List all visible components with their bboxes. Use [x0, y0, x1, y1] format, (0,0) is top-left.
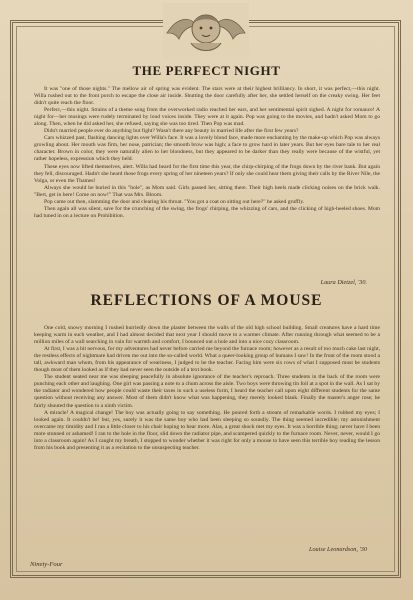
story-title: THE PERFECT NIGHT [132, 63, 281, 78]
paragraph: Always she would be buried in this "hole", as Mom said. Girls passed her, sitting there. Their high heels made clicking noises on the brick walk. "Bert, get in here! Come on now!" That was Mrs. Bloom. [34, 184, 380, 198]
author-signature: Laura Dietzel, '30. [320, 279, 367, 286]
paragraph: Then again all was silent, save for the crunching of the swing, the frogs' chirping, the whizzing of cars, and the clicking of high-heeled shoes. Mom had tuned in on a lecture on Prohibition. [34, 205, 380, 219]
paragraph: These eyes now lifted themselves, alert. Willa had heard for the first time this year, the chirp-chirping of the frogs down by the river bank. But again they fell, discouraged. Hadn't she heard those frogs every spring of her nineteen years? If only she could hear them giving their calls by the River Nile, the Volga, or even the Thames! [34, 163, 380, 184]
paragraph: Pop came out then, slamming the door and clearing his throat. "You got a coat on sitting out here?" he asked gruffly. [44, 198, 305, 205]
paragraph: At first, I was a bit nervous, for my adventures had never before carried me beyond the furnace room; however as a result of too much cake last night, the restless effects of nightmare had driven me out into the so-called world. What a queer-looking group of humans I saw! In the front of the room stood a tall, awkward man whom, from his appearance of weariness, I judged to be the teacher. Facing him were six rows of what I supposed must be students though most of them looked as if they had never seen the outside of a text book. [34, 346, 380, 374]
author-signature: Louise Leonardson, '30 [309, 546, 367, 553]
story-title: REFLECTIONS OF A MOUSE [90, 292, 323, 309]
story-body [34, 86, 380, 274]
paragraph: One cold, snowy morning I rushed hurriedly down the plaster between the walls of the old high school building. Small creatures have a hard time keeping warm in such weather, and I had almost decided that next year I should move to a warmer climate. After running through what seemed to be a million miles of a wall searching in vain for warmth and comfort, I bounced out a hole and into a nice cozy classroom. [34, 325, 380, 346]
cherub-ornament [163, 3, 249, 59]
paragraph: The student seated near me was sleeping peacefully in absolute ignorance of the teacher's reproach. Three students in the back of the room were punching each other and laughing. One girl was passing a note to a chum across the aisle. Two boys were throwing tin foil at a spot in the wall. As I sat by the radiator and wondered how people could waste their taxes in such a useless form, I heard the teacher call upon eight different students for the same question without receiving any answer. Most of them didn't know what was happening, they merely looked blank. Finally the master's anger rose; he fairly shouted the question to a ninth victim. [34, 374, 380, 409]
page-number: Ninety-Four [30, 561, 63, 568]
paragraph: Didn't married people ever do anything but fight? Wasn't there any beauty in married life after the first few years? [44, 128, 299, 135]
paragraph: It was "one of those nights." The mellow air of spring was evident. The stars were at their highest brilliancy. In short, it was perfect,—this night. Willa rushed out to the front porch to escape the close air inside. Shutting the door carefully after her, she settled herself on the creaky swing. Her feet didn't quite reach the floor. [34, 86, 380, 107]
story-body [34, 325, 380, 543]
paragraph: Perfect,—this night. Strains of a theme song from the overworked radio reached her ears, and her sentimental spirit sighed. A night for romance! A night for—her musings were rudely terminated by loud voices inside. They were at it again. Pop was going to the movies, and hadn't asked Mom to go along. Then, when he did asked her, she refused, saying she was too tired. Then Pop was mad. [34, 107, 380, 128]
paragraph: A miracle! A magical change! The boy was actually going to say something. He poured forth a stream of remarkable words. I rubbed my eyes; I looked again. It couldn't be! but, yes, surely it was the same boy who had been sleeping so soundly. The thing seemed incredible; my astonishment overcame my timidity and I ran a little closer to his chair hoping to hear more. Alas, a great shock met my eyes. It was a horrible thing; never have I been more stunned or ashamed! I ran to the hole in the floor, slid down the radiator pipe, and scampered quickly to the furnace room. Never, never, would I go into a classroom again! As I caught my breath, I stopped to wonder whether it was right for only a mouse to have seen this terrible boy reading the lesson from his book and presenting it as a recitation to the unsuspecting teacher. [34, 409, 380, 451]
paragraph: Cars whizzed past, flashing dancing lights over Willa's face. It was a lovely blond face, made more enchanting by the make-up which Pop was always growling about. Her mouth was firm, her nose, patrician; the smooth brow was high; a face to grow hard in later years. But her eyes bare tale to her real character. Brown in color, they were naturally alien to her blondness, but they appeared to be darker than they really were because of the wistful, yet rather hopeless, expression which they held. [34, 135, 380, 163]
